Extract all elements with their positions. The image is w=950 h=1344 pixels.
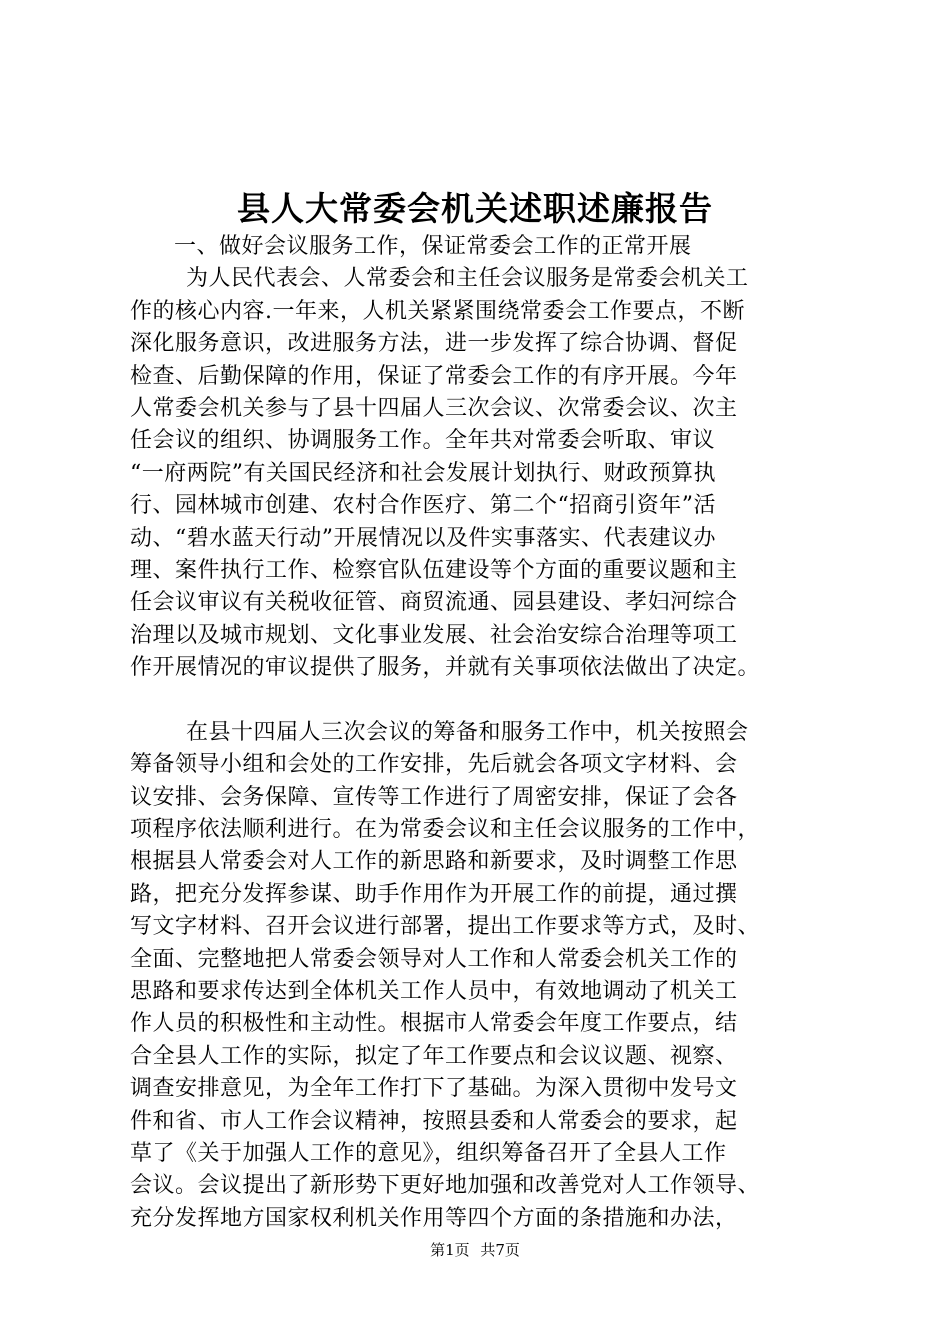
paragraph-line: 治理以及城市规划、文化事业发展、社会治安综合治理等项工	[130, 622, 738, 648]
paragraph-line: 草了《关于加强人工作的意见》，组织筹备召开了全县人工作	[130, 1140, 727, 1166]
page-total: 共7页	[480, 1241, 520, 1259]
paragraph-line: 检查、后勤保障的作用，保证了常委会工作的有序开展。今年	[130, 363, 738, 389]
paragraph-line: 深化服务意识，改进服务方法，进一步发挥了综合协调、督促	[130, 331, 738, 357]
paragraph-line: 根据县人常委会对人工作的新思路和新要求，及时调整工作思	[130, 849, 738, 875]
section-heading: 一、做好会议服务工作，保证常委会工作的正常开展	[174, 234, 692, 259]
paragraph-line: 理、案件执行工作、检察官队伍建设等个方面的重要议题和主	[130, 557, 738, 583]
document-title: 县人大常委会机关述职述廉报告	[237, 189, 713, 228]
paragraph-line: 项程序依法顺利进行。在为常委会议和主任会议服务的工作中，	[130, 817, 761, 843]
paragraph-line: 作开展情况的审议提供了服务，并就有关事项依法做出了决定。	[130, 655, 761, 681]
paragraph-line: 路，把充分发挥参谋、助手作用作为开展工作的前提，通过撰	[130, 881, 738, 907]
page-number: 第1页	[430, 1241, 470, 1259]
paragraph-line: 写文字材料、召开会议进行部署，提出工作要求等方式，及时、	[130, 914, 761, 940]
paragraph-line: 任会议的组织、协调服务工作。全年共对常委会听取、审议	[130, 428, 716, 454]
document-body	[130, 231, 830, 1235]
paragraph-line: 作的核心内容.一年来，人机关紧紧围绕常委会工作要点，不断	[130, 298, 745, 324]
paragraph-line: 调查安排意见，为全年工作打下了基础。为深入贯彻中发号文	[130, 1076, 738, 1102]
paragraph-line: 件和省、市人工作会议精神，按照县委和人常委会的要求，起	[130, 1108, 738, 1134]
paragraph-spacer	[130, 684, 830, 716]
paragraph-line: 动、“碧水蓝天行动”开展情况以及件实事落实、代表建议办	[130, 525, 716, 551]
paragraph-line: 人常委会机关参与了县十四届人三次会议、次常委会议、次主	[130, 395, 738, 421]
paragraph-line: 充分发挥地方国家权利机关作用等四个方面的条措施和办法，	[130, 1205, 738, 1231]
paragraph-line: 在县十四届人三次会议的筹备和服务工作中，机关按照会	[186, 719, 749, 745]
paragraph-line: 作人员的积极性和主动性。根据市人常委会年度工作要点，结	[130, 1011, 738, 1037]
paragraph-line: 行、园林城市创建、农村合作医疗、第二个“招商引资年”活	[130, 493, 716, 519]
paragraph-line: 筹备领导小组和会处的工作安排，先后就会各项文字材料、会	[130, 752, 738, 778]
paragraph-line: 为人民代表会、人常委会和主任会议服务是常委会机关工	[186, 266, 749, 292]
paragraph-line: 任会议审议有关税收征管、商贸流通、园县建设、孝妇河综合	[130, 590, 738, 616]
paragraph-line: 合全县人工作的实际，拟定了年工作要点和会议议题、视察、	[130, 1043, 738, 1069]
paragraph-line: 思路和要求传达到全体机关工作人员中，有效地调动了机关工	[130, 978, 738, 1004]
page-footer	[0, 1240, 950, 1260]
paragraph-line: 会议。会议提出了新形势下更好地加强和改善党对人工作领导、	[130, 1173, 761, 1199]
paragraph-line: 议安排、会务保障、宣传等工作进行了周密安排，保证了会各	[130, 784, 738, 810]
paragraph-line: “一府两院”有关国民经济和社会发展计划执行、财政预算执	[130, 460, 716, 486]
paragraph-line: 全面、完整地把人常委会领导对人工作和人常委会机关工作的	[130, 946, 738, 972]
